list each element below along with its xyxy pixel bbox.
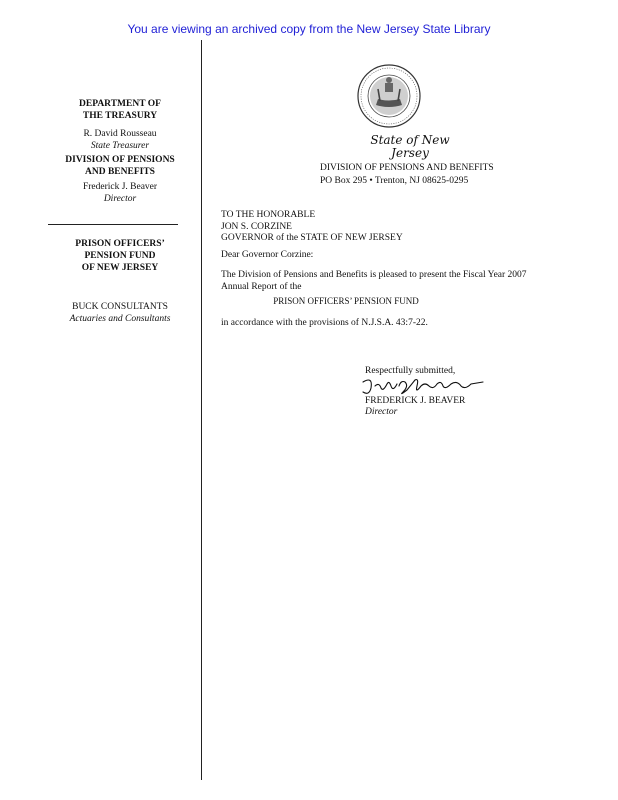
body-line1: The Division of Pensions and Benefits is pleased to present the Fiscal Year 2007 (221, 270, 527, 280)
sidebar-department-block (52, 98, 188, 205)
letterhead (320, 134, 494, 188)
archive-banner: You are viewing an archived copy from the New Jersey State Library (127, 22, 491, 36)
treasurer-title: State Treasurer (90, 141, 150, 151)
consultant-name: BUCK CONSULTANTS (72, 302, 168, 312)
vertical-divider (201, 40, 202, 780)
closing: Respectfully submitted, (365, 366, 456, 376)
recipient-line1: TO THE HONORABLE (221, 210, 316, 220)
department-line1: DEPARTMENT OF (79, 99, 161, 109)
signature-block (365, 366, 489, 419)
sidebar-consultant-block (52, 301, 188, 325)
sidebar-rule (48, 224, 178, 225)
letterhead-address: PO Box 295 • Trenton, NJ 08625-0295 (320, 176, 469, 186)
letterhead-division: DIVISION OF PENSIONS AND BENEFITS (320, 163, 494, 173)
signer-title: Director (365, 407, 398, 417)
department-line2: THE TREASURY (82, 111, 158, 121)
state-seal-icon (356, 63, 422, 129)
division-line2: AND BENEFITS (85, 167, 155, 177)
provisions-line: in accordance with the provisions of N.J.S.A. 43:7-22. (221, 318, 428, 328)
salutation: Dear Governor Corzine: (221, 250, 314, 260)
consultant-title: Actuaries and Consultants (69, 314, 171, 324)
fund-line1: PRISON OFFICERS’ (75, 239, 165, 249)
body-line2: Annual Report of the (221, 281, 302, 292)
recipient-line3: GOVERNOR of the STATE OF NEW JERSEY (221, 233, 403, 243)
treasurer-name: R. David Rousseau (83, 129, 157, 139)
handwritten-signature-icon (359, 376, 489, 398)
recipient-line2: JON S. CORZINE (221, 221, 292, 232)
letter-body (221, 270, 581, 293)
director-name: Frederick J. Beaver (82, 182, 158, 192)
director-title: Director (103, 194, 137, 204)
signer-name: FREDERICK J. BEAVER (365, 395, 466, 406)
fund-name: PRISON OFFICERS’ PENSION FUND (273, 296, 419, 306)
fund-line2: PENSION FUND (84, 251, 156, 261)
sidebar-fund-block (52, 238, 188, 274)
letterhead-state: State of New Jersey (370, 133, 450, 160)
division-line1: DIVISION OF PENSIONS (65, 155, 175, 165)
recipient-address (221, 210, 403, 245)
fund-line3: OF NEW JERSEY (81, 263, 159, 273)
